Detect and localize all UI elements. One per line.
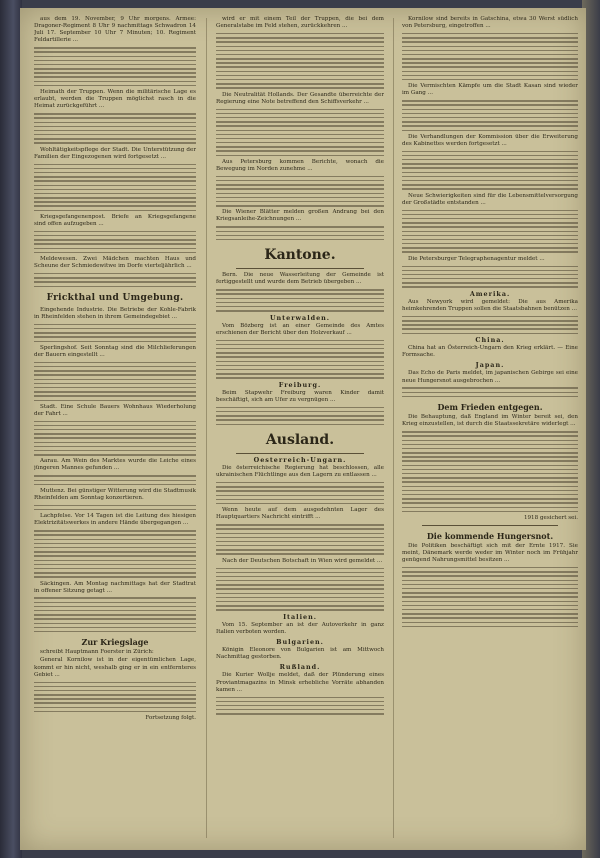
c2-abroad-lager: Wenn heute auf dem ausgedehnten Lager des Hauptquartiers Nachricht eintrifft ... bbox=[216, 507, 384, 521]
c1-local-sperlingshof: Sperlingshof. Seit Sonntag sind die Milchlieferungen der Bauern eingestellt ... bbox=[34, 344, 196, 358]
c1-local-aarau: Aarau. Am Wein des Marktes wurde die Leiche eines jüngeren Mannes gefunden ... bbox=[34, 458, 196, 472]
c3-text-block bbox=[402, 210, 578, 253]
c3-text-block bbox=[402, 33, 578, 80]
c1-text-block bbox=[34, 273, 196, 287]
c1-local-industry: Eingehende Industrie. Die Betriebe der Kohle-Fabrik in Rheinfelden stehen in ihrem Gemeindegebiet ... bbox=[34, 306, 196, 320]
c1-text-block bbox=[34, 530, 196, 577]
c3-text-block bbox=[402, 567, 578, 627]
c2-abroad-russia: Die Kurier Wollje meldet, daß der Plünderung eines Proviantmagazins in Minsk erhebliche Vorräte abhanden kamen ... bbox=[216, 672, 384, 693]
column-1 bbox=[34, 16, 196, 840]
book-binding bbox=[0, 0, 22, 858]
c2-text-block bbox=[216, 407, 384, 425]
subheading-japan: Japan. bbox=[475, 361, 505, 370]
column-rule-2 bbox=[393, 18, 394, 838]
c2-text-block bbox=[216, 226, 384, 240]
c2-text-block bbox=[216, 109, 384, 156]
c2-text-block bbox=[216, 524, 384, 555]
c2-text-block bbox=[216, 568, 384, 611]
c2-text-block bbox=[216, 289, 384, 311]
newspaper-page bbox=[20, 8, 586, 850]
c2-canton-freiburg: Beim Stapwehr Freiburg waren Kinder damit beschäftigt, sich am Ufer zu vergnügen ... bbox=[216, 389, 384, 403]
subheading-oesterreich: Oesterreich-Ungarn. bbox=[253, 455, 347, 464]
c1-text-block bbox=[34, 324, 196, 342]
c1-note-post: Kriegsgefangenenpost. Briefe an Kriegsgefangene sind offen aufzugeben ... bbox=[34, 213, 196, 227]
subheading-russland: Rußland. bbox=[279, 663, 321, 672]
c2-top-text: wird er mit einem Teil der Truppen, die bei dem Generalstabe im Feld stehen, zurückkehren ... bbox=[216, 16, 384, 30]
subheading-china: China. bbox=[475, 336, 505, 345]
c3-america: Aus Newyork wird gemeldet: Die aus Amerika heimkehrenden Truppen sollen die Staatsbahnen benützen ... bbox=[402, 298, 578, 313]
c3-item-commission: Die Verhandlungen der Kommission über die Erweiterung des Kabinettes werden fortgesetzt ... bbox=[402, 133, 578, 147]
heading-frickthal: Frickthal und Umgebung. bbox=[46, 292, 184, 303]
c3-item-agency: Die Petersburger Telegraphenagentur meldet ... bbox=[408, 255, 545, 262]
c1-text-block bbox=[34, 113, 196, 144]
c3-peace-text: Die Behauptung, daß England im Winter bereit sei, den Krieg einzustellen, ist durch die Staatssekretäre widerlegt ... bbox=[402, 414, 578, 428]
c2-canton-unterwalden: Vom Bözberg ist an einer Gemeinde des Amtes erschienen der Bericht über den Holzverkauf ... bbox=[216, 322, 384, 336]
c1-text-block bbox=[34, 47, 196, 86]
c1-local-stadt: Stadt. Eine Schule Bauers Wohnhaus Wiederholung der Fahrt ... bbox=[34, 403, 196, 417]
c1-text-block bbox=[34, 362, 196, 401]
c1-story-byline: schreibt Hauptmann Foerster in Zürich: bbox=[40, 649, 154, 656]
c3-famine-text: Die Politiken beschäftigt sich mit der Ernte 1917. Sie meint, Dänemark werde weder im Winter noch im Frühjahr genügend Nahrungsmittel besitzen ... bbox=[402, 543, 578, 564]
heading-ausland: Ausland. bbox=[265, 431, 335, 448]
c1-note-welfare: Wohltätigkeitspflege der Stadt. Die Unterstützung der Familien der Eingezogenen wird fortgesetzt ... bbox=[34, 146, 196, 160]
c2-text-block bbox=[216, 482, 384, 504]
c1-text-block bbox=[34, 421, 196, 456]
divider bbox=[422, 525, 558, 526]
c1-text-block bbox=[34, 505, 196, 511]
c1-local-saeckingen: Säckingen. Am Montag nachmittags hat der Stadtrat in offener Sitzung getagt ... bbox=[34, 580, 196, 594]
c1-text-block bbox=[34, 682, 196, 713]
c3-text-block bbox=[402, 100, 578, 131]
c2-russia-note: Aus Petersburg kommen Berichte, wonach die Bewegung im Norden zunehme ... bbox=[216, 158, 384, 172]
column-2 bbox=[216, 16, 384, 840]
c3-text-block bbox=[402, 151, 578, 190]
c2-canton-bern: Bern. Die neue Wasserleitung der Gemeinde ist fertiggestellt und wurde dem Betrieb übergeben ... bbox=[216, 272, 384, 286]
divider bbox=[236, 268, 364, 269]
heading-kriegslage: Zur Kriegslage bbox=[81, 637, 149, 648]
c1-note-homecoming: Heimath der Truppen. Wenn die militärische Lage es erlaubt, werden die Truppen möglichst rasch in die Heimat zurückgeführt ... bbox=[34, 89, 196, 110]
divider bbox=[236, 453, 364, 454]
column-3 bbox=[402, 16, 578, 840]
c1-text-block bbox=[34, 164, 196, 211]
subheading-amerika: Amerika. bbox=[469, 289, 511, 298]
c1-note-report: Meldewesen. Zwei Mädchen machten Haus und Scheune der Schmiedewitwe im Dorfe vierteljährlich ... bbox=[34, 255, 196, 270]
c3-top-text: Kornilow sind bereits in Gatschina, etwa 30 Werst südlich von Petersburg, eingetroffen ... bbox=[402, 16, 578, 30]
heading-frieden: Dem Frieden entgegen. bbox=[437, 402, 543, 413]
column-rule-1 bbox=[206, 18, 207, 838]
subheading-bulgarien: Bulgarien. bbox=[276, 638, 324, 647]
c1-intro: aus dem 19. November, 9 Uhr morgens. Armee: Dragoner-Regiment 8 Uhr 9 nachmittags Schwadron 14 Juli 17. September 10 Uhr 7 Minuten; 10. Regiment Feldartillerie ... bbox=[34, 16, 196, 44]
c3-peace-end: 1918 gesichert sei. bbox=[523, 514, 578, 521]
c1-story-text: General Kornilow ist in der eigentümlichen Lage, kommt er hin nicht, weshalb ging er in ein entfernteres Gebiet ... bbox=[34, 657, 196, 678]
c1-text-block bbox=[34, 475, 196, 485]
c2-abroad-botschaft: Nach der Deutschen Botschaft in Wien wird gemeldet ... bbox=[222, 557, 383, 564]
c3-item-kasan: Die Vermischten Kämpfe um die Stadt Kasan sind wieder im Gang ... bbox=[402, 83, 578, 97]
subheading-unterwalden: Unterwalden. bbox=[269, 313, 331, 322]
subheading-italien: Italien. bbox=[283, 612, 317, 621]
c3-text-block bbox=[402, 316, 578, 334]
subheading-freiburg: Freiburg. bbox=[278, 380, 322, 389]
c2-abroad-italy: Vom 15. September an ist der Autoverkehr in ganz Italien verboten worden. bbox=[216, 621, 384, 635]
c3-text-block bbox=[402, 387, 578, 397]
c1-local-lachpfelse: Lachpfelse. Vor 14 Tagen ist die Leitung des hiesigen Elektrizitätswerkes in andere Hände übergegangen ... bbox=[34, 513, 196, 527]
c3-china: China hat an Österreich-Ungarn den Krieg erklärt. — Eine Formsache. bbox=[402, 345, 578, 359]
c2-text-block bbox=[216, 33, 384, 89]
heading-kantone: Kantone. bbox=[264, 247, 336, 264]
c3-text-block bbox=[402, 431, 578, 512]
c2-mass-rush: Die Wiener Blätter melden großen Andrang bei den Kriegsanleihe-Zeichnungen ... bbox=[216, 209, 384, 223]
c2-text-block bbox=[216, 340, 384, 379]
c2-text-block bbox=[216, 176, 384, 207]
c3-text-block bbox=[402, 266, 578, 288]
c1-text-block bbox=[34, 231, 196, 253]
c2-abroad-bulgaria: Königin Eleonore von Bulgarien ist am Mittwoch Nachmittag gestorben. bbox=[216, 647, 384, 661]
c1-text-block bbox=[34, 597, 196, 632]
c2-text-block bbox=[216, 697, 384, 715]
c3-japan: Das Echo de Paris meldet, im japanischen Gebirge sei eine neue Hungersnot ausgebrochen ... bbox=[402, 370, 578, 384]
c1-continued: Fortsetzung folgt. bbox=[145, 715, 196, 722]
c2-abroad-austria: Die österreichische Regierung hat beschlossen, alle ukrainischen Flüchtlinge aus den Lagern zu entlassen ... bbox=[216, 465, 384, 479]
c3-item-supply: Neue Schwierigkeiten sind für die Lebensmittelversorgung der Großstädte entstanden ... bbox=[402, 192, 578, 206]
c2-holland: Die Neutralität Hollands. Der Gesandte überreichte der Regierung eine Note betreffend den Schiffsverkehr ... bbox=[216, 91, 384, 105]
c1-local-muttenz: Muttenz. Bei günstiger Witterung wird die Stadtmusik Rheinfelden am Sonntag konzertieren. bbox=[34, 487, 196, 501]
heading-hungersnot: Die kommende Hungersnot. bbox=[426, 531, 554, 542]
